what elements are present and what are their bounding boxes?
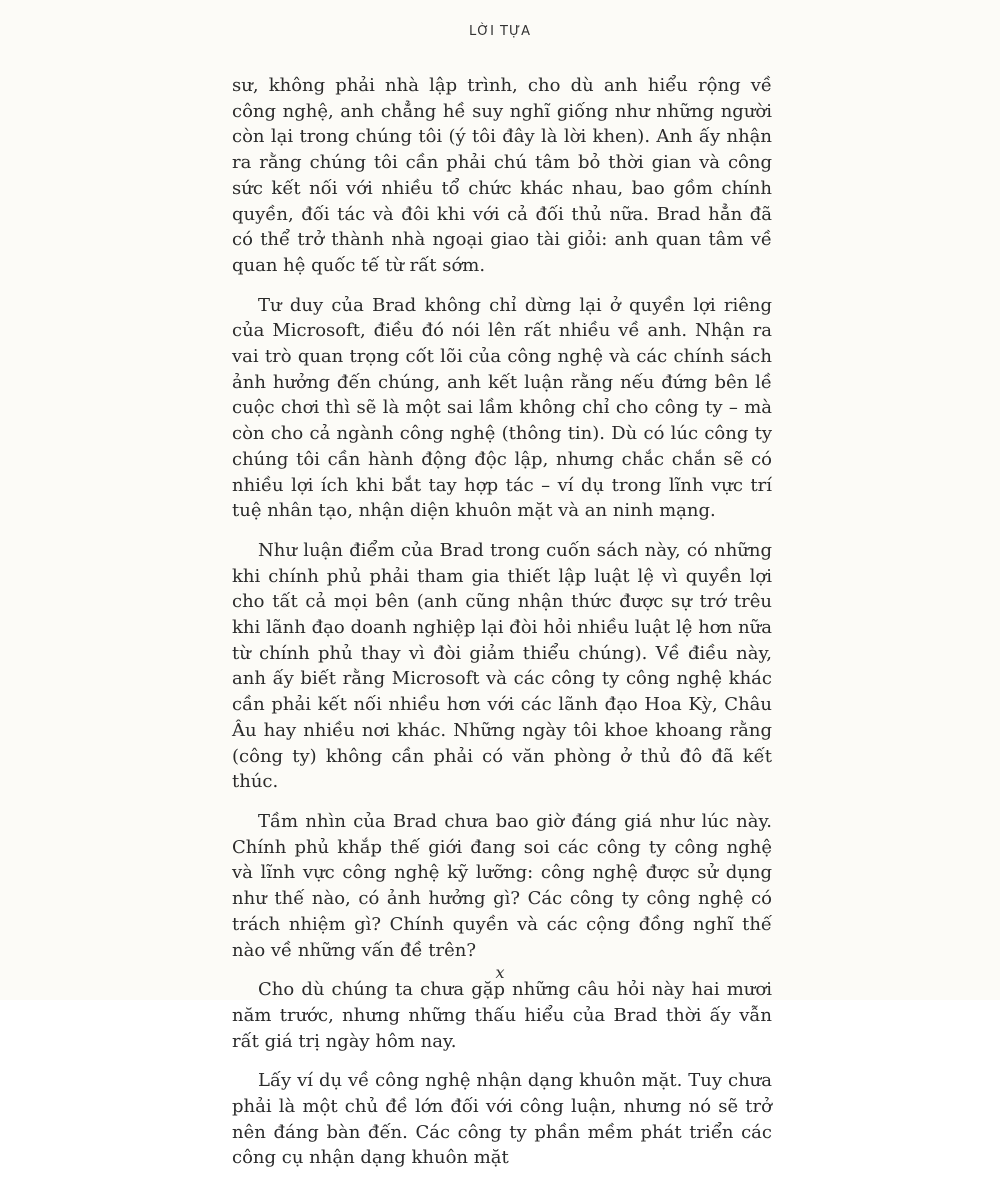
paragraph: Tầm nhìn của Brad chưa bao giờ đáng giá như lúc này. Chính phủ khắp thế giới đang soi các công ty công nghệ và lĩnh vực công nghệ kỹ lưỡng: công nghệ được sử dụng như thế nào, có ảnh hưởng gì? Các công ty công nghệ có trách nhiệm gì? Chính quyền và các cộng đồng nghĩ thế nào về những vấn đề trên? [232, 810, 772, 961]
paragraph: Như luận điểm của Brad trong cuốn sách này, có những khi chính phủ phải tham gia thiết lập luật lệ vì quyền lợi cho tất cả mọi bên (anh cũng nhận thức được sự trớ trêu khi lãnh đạo doanh nghiệp lại đòi hỏi nhiều luật lệ hơn nữa từ chính phủ thay vì đòi giảm thiểu chúng). Về điều này, anh ấy biết rằng Microsoft và các công ty công nghệ khác cần phải kết nối nhiều hơn với các lãnh đạo Hoa Kỳ, Châu Âu hay nhiều nơi khác. Những ngày tôi khoe khoang rằng (công ty) không cần phải có văn phòng ở thủ đô đã kết thúc. [232, 539, 772, 793]
paragraph: Lấy ví dụ về công nghệ nhận dạng khuôn mặt. Tuy chưa phải là một chủ đề lớn đối với công luận, nhưng nó sẽ trở nên đáng bàn đến. Các công ty phần mềm phát triển các công cụ nhận dạng khuôn mặt [232, 1070, 772, 1169]
body-text [232, 73, 772, 1185]
paragraph: sư, không phải nhà lập trình, cho dù anh hiểu rộng về công nghệ, anh chẳng hề suy nghĩ giống như những người còn lại trong chúng tôi (ý tôi đây là lời khen). Anh ấy nhận ra rằng chúng tôi cần phải chú tâm bỏ thời gian và công sức kết nối với nhiều tổ chức khác nhau, bao gồm chính quyền, đối tác và đôi khi với cả đối thủ nữa. Brad hẳn đã có thể trở thành nhà ngoại giao tài giỏi: anh quan tâm về quan hệ quốc tế từ rất sớm. [232, 75, 772, 276]
paragraph: Cho dù chúng ta chưa gặp những câu hỏi này hai mươi năm trước, nhưng những thấu hiểu của Brad thời ấy vẫn rất giá trị ngày hôm nay. [232, 979, 772, 1052]
paragraph: Tư duy của Brad không chỉ dừng lại ở quyền lợi riêng của Microsoft, điều đó nói lên rất nhiều về anh. Nhận ra vai trò quan trọng cốt lõi của công nghệ và các chính sách ảnh hưởng đến chúng, anh kết luận rằng nếu đứng bên lề cuộc chơi thì sẽ là một sai lầm không chỉ cho công ty – mà còn cho cả ngành công nghệ (thông tin). Dù có lúc công ty chúng tôi cần hành động độc lập, nhưng chắc chắn sẽ có nhiều lợi ích khi bắt tay hợp tác – ví dụ trong lĩnh vực trí tuệ nhân tạo, nhận diện khuôn mặt và an ninh mạng. [232, 294, 772, 522]
running-head: LỜI TỰA [468, 24, 532, 39]
page-number: x [495, 963, 505, 982]
